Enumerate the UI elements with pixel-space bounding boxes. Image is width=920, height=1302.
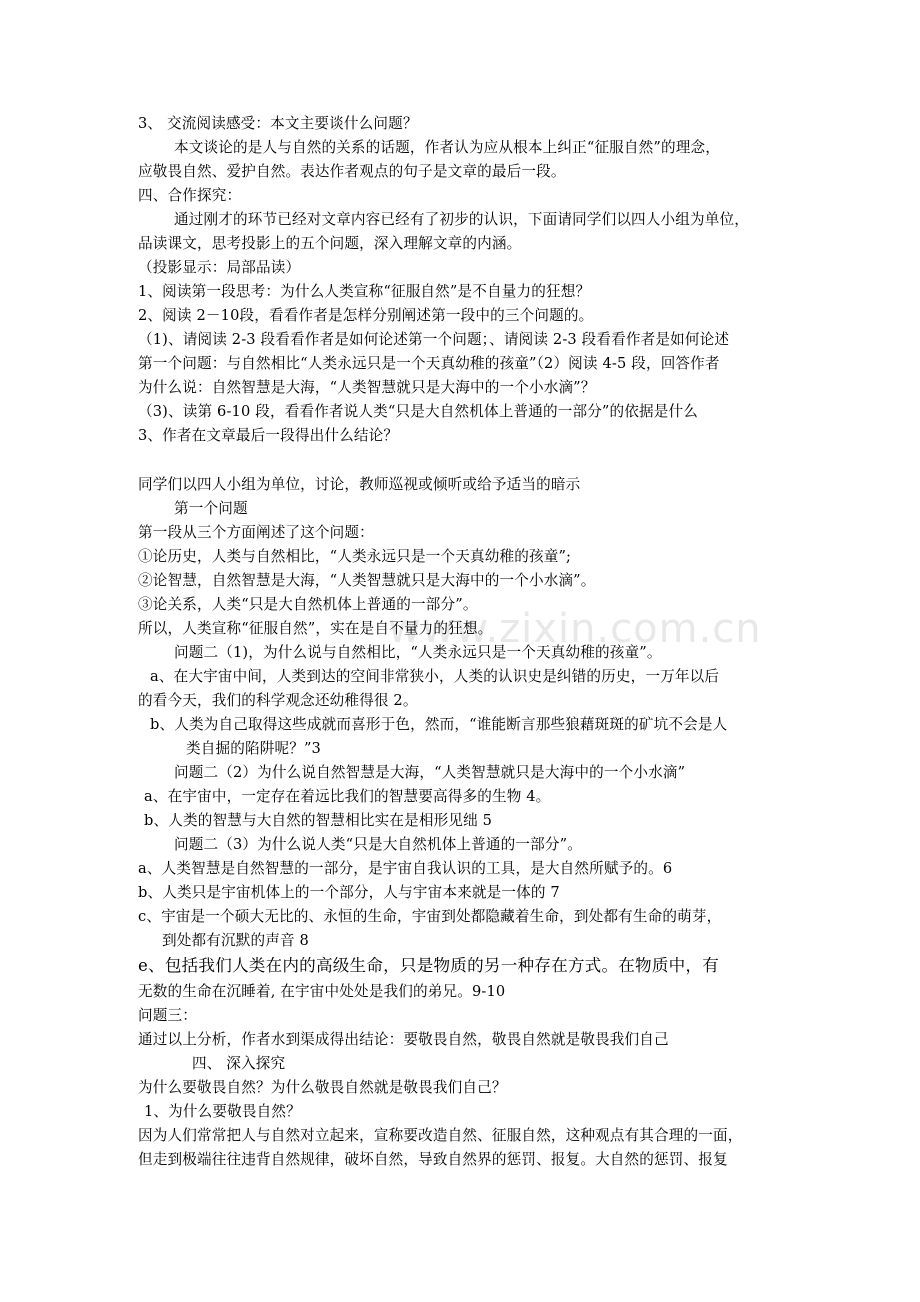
list-item: ③论关系，人类“只是大自然机体上普通的一部分”。 xyxy=(138,596,478,613)
text-line: 第一段从三个方面阐述了这个问题： xyxy=(138,524,374,541)
text-line: 品读课文，思考投影上的五个问题，深入理解文章的内涵。 xyxy=(138,235,522,252)
subheading: 第一个问题 xyxy=(174,500,248,517)
text-line: 第一个问题：与自然相比“人类永远只是一个天真幼稚的孩童”（2）阅读 4-5 段，回答作者 xyxy=(138,355,720,372)
text-line: （投影显示：局部品读） xyxy=(138,259,301,276)
subheading: 问题三： xyxy=(138,1007,197,1024)
section-heading: 四、 深入探究 xyxy=(192,1055,286,1072)
list-item: ①论历史，人类与自然相比，“人类永远只是一个天真幼稚的孩童”; xyxy=(138,548,572,565)
watermark: www.zixin.com.cn xyxy=(388,606,762,652)
list-item: a、在宇宙中，一定存在着远比我们的智慧要高得多的生物 4。 xyxy=(144,788,551,805)
text-line: 通过刚才的环节已经对文章内容已经有了初步的认识，下面请同学们以四人小组为单位， xyxy=(174,211,750,228)
text-line: 但走到极端往往违背自然规律，破坏自然，导致自然界的惩罚、报复。大自然的惩罚、报复 xyxy=(138,1151,728,1168)
question-item: 3、作者在文章最后一段得出什么结论？ xyxy=(138,427,399,444)
list-item: e、包括我们人类在内的高级生命，只是物质的另一种存在方式。在物质中，有 xyxy=(138,956,720,975)
list-item: c、宇宙是一个硕大无比的、永恒的生命，宇宙到处都隐藏着生命，到处都有生命的萌芽， xyxy=(138,908,722,925)
list-item: a、人类智慧是自然智慧的一部分，是宇宙自我认识的工具，是大自然所赋予的。6 xyxy=(138,860,673,877)
text-line: 为什么要敬畏自然？为什么敬畏自然就是敬畏我们自己？ xyxy=(138,1079,507,1096)
text-line: 同学们以四人小组为单位，讨论，教师巡视或倾听或给予适当的暗示 xyxy=(138,476,581,493)
text-line: 所以，人类宣称“征服自然”，实在是自不量力的狂想。 xyxy=(138,620,493,637)
text-line: 3、 交流阅读感受：本文主要谈什么问题？ xyxy=(138,115,418,132)
text-line: 本文谈论的是人与自然的关系的话题，作者认为应从根本上纠正“征服自然”的理念， xyxy=(174,139,720,156)
text-line: 的看今天，我们的科学观念还幼稚得很 2。 xyxy=(138,692,418,709)
list-item: ②论智慧，自然智慧是大海，“人类智慧就只是大海中的一个小水滴”。 xyxy=(138,572,596,589)
question-item: 2、阅读 2－10段，看看作者是怎样分别阐述第一段中的三个问题的。 xyxy=(138,307,594,324)
text-line: 为什么说：自然智慧是大海，“人类智慧就只是大海中的一个小水滴”？ xyxy=(138,379,596,396)
question-item: （1)、请阅读 2-3 段看看作者是如何论述第一个问题；、请阅读 2-3 段看看作者是如何论述 xyxy=(138,331,730,348)
text-line: 因为人们常常把人与自然对立起来，宣称要改造自然、征服自然，这种观点有其合理的一面， xyxy=(138,1127,743,1144)
question-item: （3)、读第 6-10 段，看看作者说人类“只是大自然机体上普通的一部分”的依据是什么 xyxy=(138,403,699,420)
text-line: 应敬畏自然、爱护自然。表达作者观点的句子是文章的最后一段。 xyxy=(138,163,566,180)
text-line: 类自掘的陷阱呢？”3 xyxy=(186,740,321,757)
section-heading: 四、合作探究： xyxy=(138,187,242,204)
subheading: 问题二（2）为什么说自然智慧是大海，“人类智慧就只是大海中的一个小水滴” xyxy=(174,764,686,781)
text-line: 无数的生命在沉睡着, 在宇宙中处处是我们的弟兄。9-10 xyxy=(138,983,506,1000)
list-item: b、人类为自己取得这些成就而喜形于色，然而，“谁能断言那些狼藉斑斑的矿坑不会是人 xyxy=(150,716,728,733)
list-item: b、人类的智慧与大自然的智慧相比实在是相形见绌 5 xyxy=(144,812,493,829)
subheading: 问题二（1)，为什么说与自然相比，“人类永远只是一个天真幼稚的孩童”。 xyxy=(174,644,662,661)
list-item: b、人类只是宇宙机体上的一个部分，人与宇宙本来就是一体的 7 xyxy=(138,884,560,901)
subheading: 问题二（3）为什么说人类“只是大自然机体上普通的一部分”。 xyxy=(174,836,582,853)
question-item: 1、阅读第一段思考：为什么人类宣称“征服自然”是不自量力的狂想？ xyxy=(138,283,591,300)
list-item: a、在大宇宙中间，人类到达的空间非常狭小，人类的认识史是纠错的历史，一万年以后 xyxy=(150,668,720,685)
subheading: 1、为什么要敬畏自然？ xyxy=(144,1103,301,1120)
text-line: 通过以上分析，作者水到渠成得出结论：要敬畏自然，敬畏自然就是敬畏我们自己 xyxy=(138,1031,669,1048)
text-line: 到处都有沉默的声音 8 xyxy=(162,932,309,949)
